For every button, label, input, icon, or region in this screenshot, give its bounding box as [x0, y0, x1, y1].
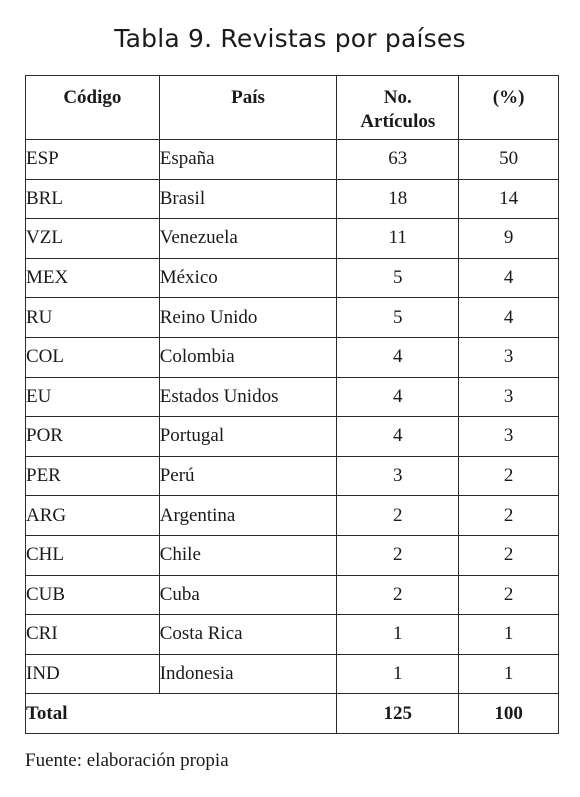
- cell-country: Indonesia: [159, 654, 337, 694]
- header-row: [26, 76, 559, 140]
- cell-articles: 5: [337, 258, 459, 298]
- cell-percent: 50: [459, 140, 559, 180]
- cell-percent: 1: [459, 654, 559, 694]
- cell-articles: 2: [337, 575, 459, 615]
- header-country: País: [159, 76, 337, 140]
- cell-country: México: [159, 258, 337, 298]
- header-percent: (%): [459, 76, 559, 140]
- cell-country: Chile: [159, 535, 337, 575]
- cell-articles: 5: [337, 298, 459, 338]
- source-note: Fuente: elaboración propia: [25, 750, 229, 771]
- cell-code: ESP: [26, 140, 160, 180]
- cell-code: ARG: [26, 496, 160, 536]
- cell-articles: 4: [337, 417, 459, 457]
- cell-articles: 63: [337, 140, 459, 180]
- table-row: [26, 496, 559, 536]
- header-articles-line2: Artículos: [360, 111, 436, 132]
- countries-table: [25, 75, 559, 734]
- cell-percent: 3: [459, 377, 559, 417]
- cell-code: IND: [26, 654, 160, 694]
- header-articles: [337, 76, 459, 140]
- cell-articles: 18: [337, 179, 459, 219]
- cell-articles: 11: [337, 219, 459, 259]
- cell-percent: 14: [459, 179, 559, 219]
- cell-articles: 4: [337, 337, 459, 377]
- cell-code: RU: [26, 298, 160, 338]
- cell-percent: 3: [459, 417, 559, 457]
- header-articles-line1: No.: [383, 87, 412, 108]
- cell-country: Perú: [159, 456, 337, 496]
- table-row: [26, 575, 559, 615]
- total-percent: 100: [459, 694, 559, 734]
- total-label: Total: [26, 694, 337, 734]
- cell-code: COL: [26, 337, 160, 377]
- table-row: [26, 377, 559, 417]
- table-row: [26, 456, 559, 496]
- cell-percent: 2: [459, 496, 559, 536]
- cell-country: Estados Unidos: [159, 377, 337, 417]
- cell-articles: 3: [337, 456, 459, 496]
- cell-code: PER: [26, 456, 160, 496]
- cell-articles: 1: [337, 654, 459, 694]
- cell-articles: 2: [337, 496, 459, 536]
- cell-percent: 1: [459, 615, 559, 655]
- table-row: [26, 258, 559, 298]
- table-row: [26, 298, 559, 338]
- cell-country: Colombia: [159, 337, 337, 377]
- table-row: [26, 219, 559, 259]
- cell-articles: 1: [337, 615, 459, 655]
- cell-country: Cuba: [159, 575, 337, 615]
- cell-percent: 9: [459, 219, 559, 259]
- header-code: Código: [26, 76, 160, 140]
- table-row: [26, 337, 559, 377]
- cell-code: EU: [26, 377, 160, 417]
- table-row: [26, 179, 559, 219]
- cell-percent: 4: [459, 298, 559, 338]
- table-row: [26, 535, 559, 575]
- table-row: [26, 140, 559, 180]
- cell-code: POR: [26, 417, 160, 457]
- cell-country: Venezuela: [159, 219, 337, 259]
- cell-code: VZL: [26, 219, 160, 259]
- cell-country: España: [159, 140, 337, 180]
- total-articles: 125: [337, 694, 459, 734]
- cell-country: Reino Unido: [159, 298, 337, 338]
- cell-code: CUB: [26, 575, 160, 615]
- cell-articles: 4: [337, 377, 459, 417]
- table-title: Tabla 9. Revistas por países: [114, 24, 466, 53]
- cell-country: Costa Rica: [159, 615, 337, 655]
- table-row: [26, 654, 559, 694]
- cell-percent: 4: [459, 258, 559, 298]
- cell-percent: 2: [459, 456, 559, 496]
- total-row: [26, 694, 559, 734]
- cell-code: MEX: [26, 258, 160, 298]
- table-row: [26, 417, 559, 457]
- cell-country: Argentina: [159, 496, 337, 536]
- cell-code: CRI: [26, 615, 160, 655]
- cell-code: CHL: [26, 535, 160, 575]
- cell-code: BRL: [26, 179, 160, 219]
- cell-articles: 2: [337, 535, 459, 575]
- table-row: [26, 615, 559, 655]
- cell-country: Brasil: [159, 179, 337, 219]
- cell-country: Portugal: [159, 417, 337, 457]
- cell-percent: 3: [459, 337, 559, 377]
- cell-percent: 2: [459, 575, 559, 615]
- cell-percent: 2: [459, 535, 559, 575]
